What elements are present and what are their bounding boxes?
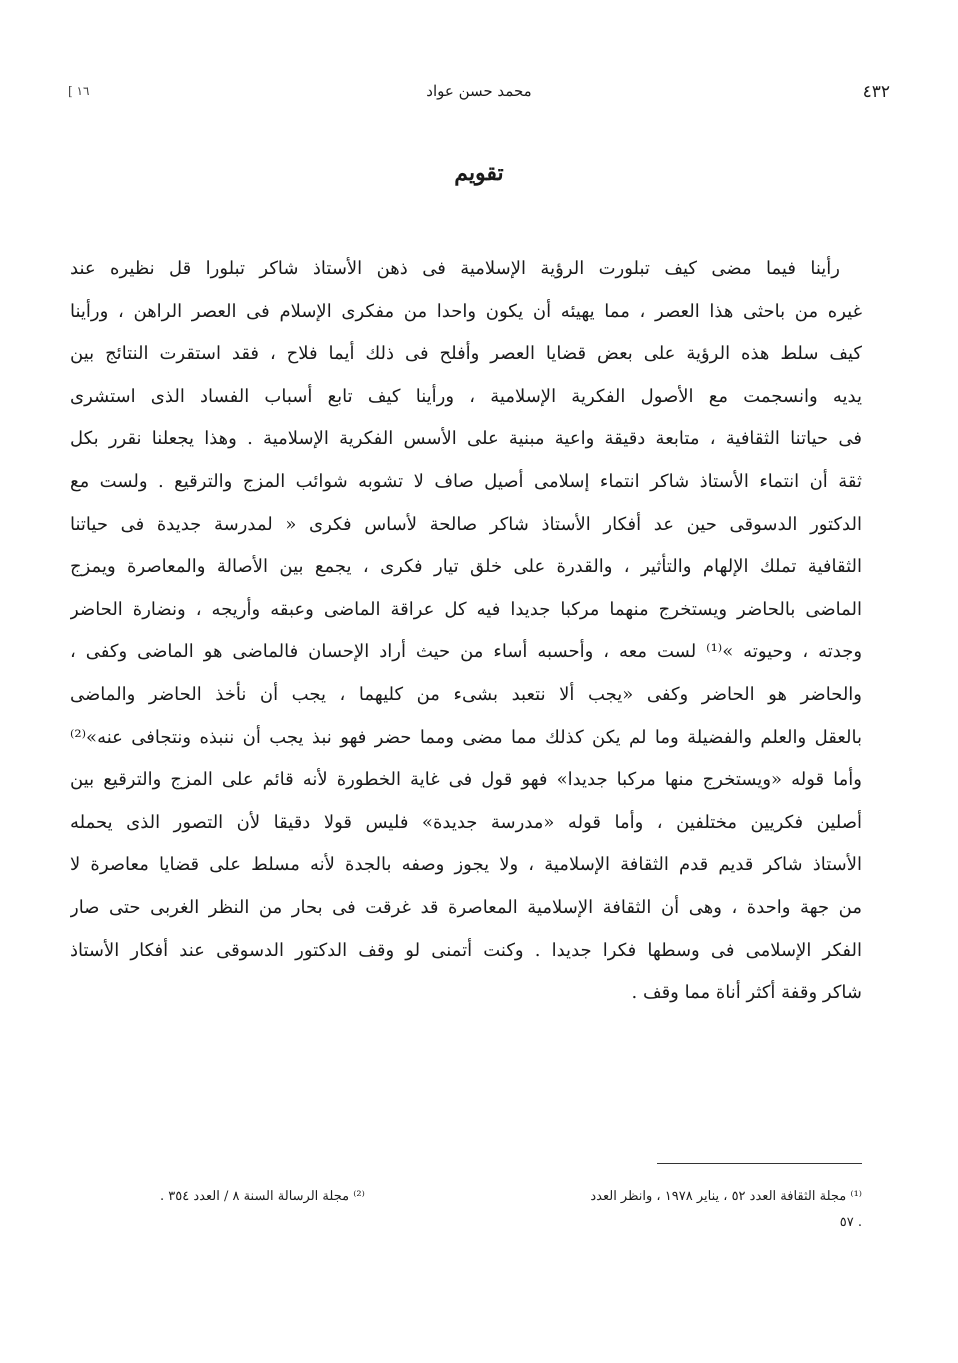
body-line: وجدته ، وحيوته »⁽¹⁾ لست معه ، وأحسبه أساء من حيث أراد الإحسان فالماضى هو الماضى وكفى ، — [70, 641, 862, 663]
footnote-2: ⁽²⁾ مجلة الرسالة السنة ٨ / العدد ٣٥٤ . — [160, 1189, 365, 1204]
footnote-row — [160, 1184, 862, 1210]
body-line: من جهة واحدة ، وهى أن الثقافة الإسلامية المعاصرة قد غرقت فى بحار من النظر الغربى حتى صار — [70, 896, 862, 918]
running-title: محمد حسن عواد — [426, 82, 532, 100]
page-number: ٤٣٢ — [862, 82, 890, 102]
body-line: فى حياتنا الثقافية ، متابعة دقيقة واعية مبنية على الأسس الفكرية الإسلامية . وهذا يجعلنا نقرر بكل — [70, 428, 862, 450]
body-line: رأينا فيما مضى كيف تبلورت الرؤية الإسلامية فى ذهن الأستاذ شاكر تبلورا قل نظيره عند — [70, 258, 840, 279]
body-line: ثقة أن انتماء الأستاذ شاكر انتماء إسلامى أصيل صاف لا تشوبه شوائب المزج والترقيع . ولست مع — [70, 470, 862, 492]
body-line: شاكر وقفة أكثر أناة مما وقف . — [631, 982, 862, 1004]
body-line: يديه وانسجمت مع الأصول الفكرية الإسلامية ، ورأينا كيف تابع أسباب الفساد الذى استشرى — [70, 385, 862, 407]
body-line: الفكر الإسلامى فى وسطها فكرا جديدا . وكنت أتمنى لو وقف الدكتور الدسوقى عند أفكار الأستاذ — [70, 939, 862, 961]
footnote-1-continuation: . ٥٧ — [839, 1215, 862, 1230]
body-line: الدكتور الدسوقى حين عد أفكار الأستاذ شاكر صالحة لأساس فكرى « لمدرسة جديدة فى حياتنا — [70, 513, 862, 535]
body-text — [70, 248, 862, 1015]
body-line: والحاضر هو الحاضر وكفى «يجب ألا نتعبد بشىء من كليهما ، يجب أن نأخذ الحاضر والماضى — [70, 683, 862, 705]
body-line: بالعقل والعلم والفضيلة وما لم يكن كذلك مما مضى ومما حضر فهو نبذ يجب أن ننبذه ونتجافى عنه»⁽²⁾ — [70, 726, 862, 748]
body-line: غيره من باحثى هذا العصر ، مما يهيئه أن يكون واحدا من مفكرى الإسلام فى العصر الراهن ، ورأينا — [70, 300, 862, 322]
body-line: الماضى بالحاضر ويستخرج منهما مركبا جديدا فيه كل عراقة الماضى وعبقه وأريجه ، ونضارة الحاضر — [70, 598, 862, 620]
footnote-1: ⁽¹⁾ مجلة الثقافة العدد ٥٢ ، يناير ١٩٧٨ ، وانظر العدد — [590, 1189, 862, 1204]
body-line: وأما قوله «ويستخرج منها مركبا جديدا» فهو قول فى غاية الخطورة لأنه قائم على المزج والترقيع بين — [70, 769, 862, 791]
body-line: الأستاذ شاكر قديم قدم الثقافة الإسلامية ، ولا يجوز وصفه بالجدة لأنه مسلط على قضايا معاصرة لا — [70, 854, 862, 876]
footnotes — [160, 1184, 862, 1236]
body-line: الثقافية تملك الإلهام والتأثير ، والقدرة على خلق تيار فكرى ، يجمع بين الأصالة والمعاصرة ويمزج — [70, 556, 862, 578]
corner-mark: ١٦ ] — [68, 84, 90, 98]
body-line: كيف سلط هذه الرؤية على بعض قضايا العصر وأفلح فى ذلك أيما فلاح ، فقد استقرت النتائج بين — [70, 343, 862, 365]
page-header — [68, 82, 890, 106]
footnote-divider — [657, 1163, 862, 1164]
body-line: أصلين فكريين مختلفين ، وأما قوله «مدرسة جديدة» فليس قولا دقيقا لأن التصور الذى يحمله — [70, 811, 862, 833]
section-title: تقويم — [454, 160, 504, 186]
